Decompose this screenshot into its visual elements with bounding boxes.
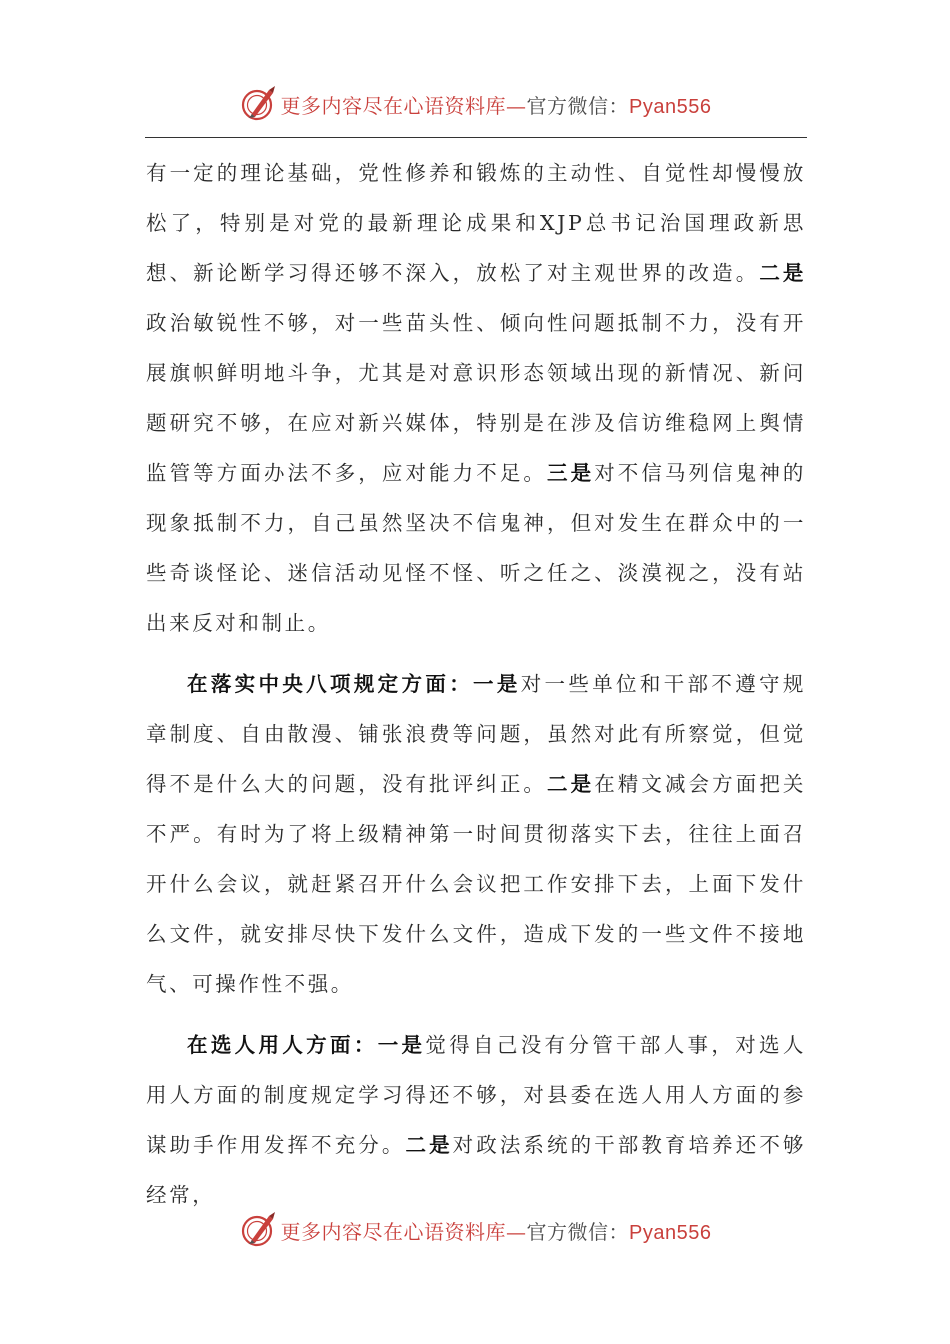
paragraph-3-bold-2: 二是 — [405, 1133, 453, 1157]
paragraph-2-text-1: 对一些单位和干部不遵守规章制度、自由散漫、铺张浪费等问题，虽然对此有所察觉，但觉得不是什么大的问题，没有批评纠正。 — [146, 672, 806, 796]
paragraph-2 — [146, 659, 806, 1009]
paragraph-2-heading: 在落实中央八项规定方面： — [187, 672, 474, 696]
footer-wechat-id: Pyan556 — [629, 1221, 712, 1244]
paragraph-2-bold-1: 一是 — [473, 672, 521, 696]
header-dash: — — [506, 93, 527, 118]
footer-brand: 更多内容尽在心语资料库 — [280, 1219, 507, 1244]
footer-dash: — — [506, 1219, 527, 1244]
paragraph-1-bold-1: 二是 — [759, 261, 807, 285]
header-brand: 更多内容尽在心语资料库 — [280, 93, 507, 118]
footer-text — [281, 1216, 712, 1245]
paragraph-1-text-2: 政治敏锐性不够，对一些苗头性、倾向性问题抵制不力，没有开展旗帜鲜明地斗争，尤其是对意识形态领域出现的新情况、新问题研究不够，在应对新兴媒体，特别是在涉及信访维稳网上舆情监管等方面办法不多，应对能力不足。 — [146, 311, 806, 485]
paragraph-3-heading: 在选人用人方面： — [187, 1033, 378, 1057]
paragraph-3-text-1: 觉得自己没有分管干部人事，对选人用人方面的制度规定学习得还不够，对县委在选人用人方面的参谋助手作用发挥不充分。 — [146, 1033, 806, 1157]
quill-logo-icon — [239, 1210, 279, 1250]
paragraph-3-bold-1: 一是 — [377, 1033, 426, 1057]
header-wechat-id: Pyan556 — [629, 95, 712, 118]
paragraph-3 — [146, 1020, 806, 1220]
header-banner — [0, 82, 950, 126]
footer-banner — [0, 1208, 950, 1252]
quill-logo-icon — [239, 84, 279, 124]
paragraph-1-bold-2: 三是 — [547, 461, 595, 485]
footer-label: 官方微信： — [526, 1219, 630, 1244]
paragraph-1-text-1: 有一定的理论基础，党性修养和锻炼的主动性、自觉性却慢慢放松了，特别是对党的最新理论成果和XJP总书记治国理政新思想、新论断学习得还够不深入，放松了对主观世界的改造。 — [146, 161, 806, 285]
paragraph-3-text-2: 对政法系统的干部教育培养还不够经常， — [146, 1133, 807, 1207]
header-text — [281, 90, 712, 119]
paragraph-2-bold-2: 二是 — [547, 772, 595, 796]
paragraph-1 — [146, 148, 806, 648]
header-rule — [145, 137, 807, 138]
paragraph-2-text-2: 在精文减会方面把关不严。有时为了将上级精神第一时间贯彻落实下去，往往上面召开什么会议，就赶紧召开什么会议把工作安排下去，上面下发什么文件，就安排尽快下发什么文件，造成下发的一些文件不接地气、可操作性不强。 — [146, 772, 807, 996]
header-label: 官方微信： — [526, 93, 630, 118]
document-body — [146, 148, 806, 1220]
paragraph-1-text-3: 对不信马列信鬼神的现象抵制不力，自己虽然坚决不信鬼神，但对发生在群众中的一些奇谈怪论、迷信活动见怪不怪、听之任之、淡漠视之，没有站出来反对和制止。 — [146, 461, 807, 635]
